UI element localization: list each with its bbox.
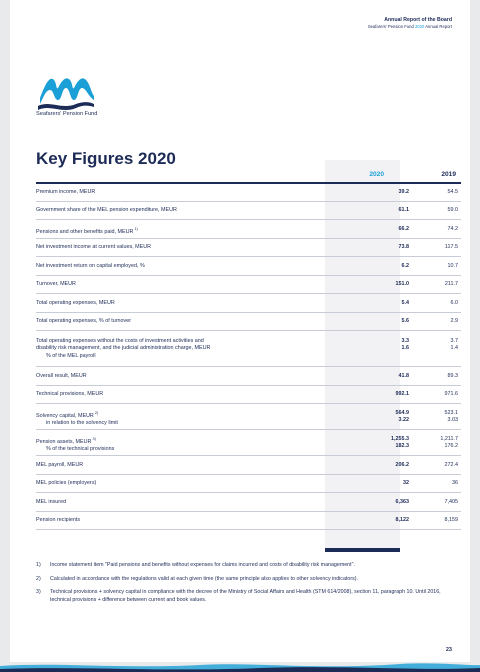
value-2020 bbox=[396, 281, 410, 289]
value-2019 bbox=[440, 436, 458, 451]
key-figures-table bbox=[36, 183, 461, 530]
table-row bbox=[36, 430, 461, 456]
value-2019 bbox=[448, 263, 459, 271]
value-2020-line: 564.9 bbox=[395, 409, 409, 416]
header-title: Annual Report of the Board bbox=[384, 17, 452, 23]
value-2019-line: 211.7 bbox=[444, 281, 458, 287]
row-label-line: Net investment income at current values, MEUR bbox=[36, 244, 152, 250]
value-2020 bbox=[391, 436, 409, 451]
table-row bbox=[36, 512, 461, 531]
wave-m-logo-icon bbox=[36, 70, 96, 114]
header-subtitle-prefix: Seafarers' Pension Fund bbox=[367, 24, 414, 29]
value-2019 bbox=[452, 480, 458, 488]
value-2019 bbox=[445, 462, 459, 470]
value-2020-line: 8,122 bbox=[395, 517, 409, 523]
row-label bbox=[36, 391, 103, 399]
value-2020-line: 5.4 bbox=[401, 299, 409, 306]
value-2020 bbox=[399, 226, 410, 234]
value-2019 bbox=[448, 226, 459, 234]
row-label-line: Pensions and other benefits paid, MEUR $^{1)}$ bbox=[36, 226, 138, 235]
value-2019-line: 74.2 bbox=[447, 225, 458, 232]
value-2020 bbox=[399, 244, 410, 252]
value-2020-line: 3.22 bbox=[398, 417, 409, 423]
table-row bbox=[36, 220, 461, 239]
footnotes bbox=[36, 562, 461, 610]
header-subtitle-year: 2020 bbox=[414, 24, 425, 29]
table-row bbox=[36, 456, 461, 475]
row-label-line: % of the technical provisions bbox=[46, 445, 115, 452]
table-row bbox=[36, 183, 461, 202]
value-2020-line: 66.2 bbox=[398, 225, 409, 232]
value-2019 bbox=[448, 373, 459, 381]
value-2020-line: 32 bbox=[403, 480, 409, 486]
row-label bbox=[36, 226, 138, 236]
value-2019-line: 89.3 bbox=[447, 372, 458, 379]
value-2020 bbox=[399, 189, 410, 197]
value-2020-line: 73.8 bbox=[398, 244, 409, 250]
value-2020-line: 6.2 bbox=[401, 262, 409, 269]
row-label-line: Pension recipients bbox=[36, 517, 81, 523]
value-2020-line: 61.1 bbox=[398, 207, 409, 213]
table-row bbox=[36, 239, 461, 258]
row-label bbox=[36, 300, 115, 308]
table-row bbox=[36, 276, 461, 295]
value-2020 bbox=[402, 338, 410, 353]
footnote-number: 3) bbox=[36, 589, 41, 595]
value-2019-line: 59.0 bbox=[447, 207, 458, 213]
value-2019-line: 1.4 bbox=[450, 345, 458, 352]
table-row bbox=[36, 313, 461, 332]
value-2020 bbox=[396, 462, 410, 470]
table-row bbox=[36, 331, 461, 367]
value-2019-line: 8,159 bbox=[444, 517, 458, 523]
value-2019-line: 3.03 bbox=[447, 417, 458, 423]
row-label bbox=[36, 436, 114, 454]
row-label-line: disability risk management, and the judicial administration charge, MEUR bbox=[36, 345, 211, 352]
footnote-number: 1) bbox=[36, 562, 41, 568]
value-2019 bbox=[445, 499, 459, 507]
table-row bbox=[36, 294, 461, 313]
value-2020 bbox=[402, 300, 410, 308]
value-2020 bbox=[396, 499, 410, 507]
value-2019 bbox=[451, 338, 459, 353]
footnote-text: Calculated in accordance with the regulations valid at each given time (the same principle also applies to other solvency indicators). bbox=[50, 575, 358, 582]
row-label bbox=[36, 244, 151, 252]
row-label-line: Solvency capital, MEUR $^{2)}$ bbox=[36, 410, 99, 419]
value-2019 bbox=[445, 517, 459, 525]
footnote-text: Income statement item "Paid pensions and benefits without expenses for claims incurred and costs of disability risk management". bbox=[50, 562, 355, 568]
row-label bbox=[36, 263, 145, 271]
row-label-line: Government share of the MEL pension expenditure, MEUR bbox=[36, 207, 177, 213]
value-2020 bbox=[396, 391, 410, 399]
value-2020-line: 3.3 bbox=[401, 337, 409, 344]
row-label-line: Premium income, MEUR bbox=[36, 188, 96, 195]
value-2019-line: 2.9 bbox=[450, 318, 458, 324]
value-2019-line: 117.5 bbox=[444, 244, 458, 250]
row-label-line: MEL policies (employers) bbox=[36, 480, 97, 486]
value-2020-line: 992.1 bbox=[395, 391, 409, 397]
row-label-line: % of the MEL payroll bbox=[46, 352, 96, 359]
footnote bbox=[36, 576, 461, 584]
value-2020-line: 41.8 bbox=[398, 372, 409, 379]
table-row bbox=[36, 202, 461, 221]
row-label-line: MEL insured bbox=[36, 498, 67, 505]
value-2019 bbox=[451, 318, 459, 326]
row-label-line: Net investment return on capital employed, % bbox=[36, 262, 145, 269]
value-2019 bbox=[451, 300, 459, 308]
report-page bbox=[10, 0, 470, 662]
value-2019-line: 6.0 bbox=[450, 299, 458, 306]
page-title: Key Figures 2020 bbox=[36, 149, 176, 168]
footnote-text: Technical provisions + solvency capital in compliance with the decree of the Ministry of Social Affairs and Health (STM 614/2008), section 11, paragraph 10. Until 2016, technical provisions + difference between current and book values. bbox=[50, 589, 441, 603]
value-2019 bbox=[448, 207, 459, 215]
value-2020 bbox=[396, 410, 410, 425]
value-2019 bbox=[445, 244, 458, 252]
value-2019-line: 54.5 bbox=[447, 188, 458, 195]
footnote-number: 2) bbox=[36, 575, 41, 582]
running-header bbox=[368, 17, 452, 29]
row-label-line: Overall result, MEUR bbox=[36, 372, 87, 379]
value-2020-line: 1.6 bbox=[401, 345, 409, 352]
value-2019 bbox=[445, 410, 459, 425]
value-2020-line: 39.2 bbox=[398, 188, 409, 195]
table-row bbox=[36, 475, 461, 494]
header-subtitle bbox=[368, 24, 452, 29]
row-label-line: Pension assets, MEUR $^{3)}$ bbox=[36, 436, 96, 445]
row-label bbox=[36, 281, 76, 289]
row-label bbox=[36, 462, 83, 470]
value-2020 bbox=[399, 373, 410, 381]
value-2020-line: 151.0 bbox=[395, 281, 409, 287]
row-label bbox=[36, 338, 210, 361]
value-2019-line: 7,405 bbox=[444, 498, 458, 505]
value-2020 bbox=[402, 263, 410, 271]
row-label-line: Total operating expenses without the costs of investment activities and bbox=[36, 337, 204, 344]
value-2020 bbox=[399, 207, 410, 215]
value-2020-line: 6,363 bbox=[395, 498, 409, 505]
row-label bbox=[36, 373, 87, 381]
row-label-line: in relation to the solvency limit bbox=[46, 419, 118, 426]
footnote bbox=[36, 562, 461, 570]
value-2020-line: 1,255.3 bbox=[391, 435, 409, 442]
row-label bbox=[36, 189, 95, 197]
row-label-line: Technical provisions, MEUR bbox=[36, 391, 104, 397]
value-2020-line: 5.6 bbox=[401, 318, 409, 324]
value-2020 bbox=[403, 480, 409, 488]
value-2019-line: 10.7 bbox=[447, 262, 458, 269]
value-2019 bbox=[445, 391, 459, 399]
row-label-line: Turnover, MEUR bbox=[36, 281, 76, 287]
page-number: 23 bbox=[445, 647, 452, 653]
row-label bbox=[36, 480, 96, 488]
row-label-line: Total operating expenses, MEUR bbox=[36, 299, 115, 306]
value-2019 bbox=[448, 189, 459, 197]
row-label bbox=[36, 499, 66, 507]
footer-wave-decoration bbox=[0, 660, 480, 672]
value-2020 bbox=[402, 318, 410, 326]
value-2019-line: 1,211.7 bbox=[440, 435, 458, 442]
value-2019-line: 523.1 bbox=[444, 409, 458, 416]
table-row bbox=[36, 257, 461, 276]
value-2019 bbox=[445, 281, 458, 289]
value-2019-line: 971.6 bbox=[444, 391, 458, 397]
value-2020-line: 206.2 bbox=[395, 461, 409, 468]
value-2019-line: 36 bbox=[452, 480, 458, 486]
table-row bbox=[36, 404, 461, 430]
table-row bbox=[36, 493, 461, 512]
row-label bbox=[36, 207, 177, 215]
footnote-ref: 1) bbox=[133, 226, 138, 231]
row-label bbox=[36, 517, 80, 525]
column-band-bottom-bar bbox=[325, 548, 400, 552]
row-label-line: Total operating expenses, % of turnover bbox=[36, 318, 131, 324]
footnote bbox=[36, 589, 461, 604]
row-label-line: MEL payroll, MEUR bbox=[36, 461, 84, 468]
footnote-ref: 3) bbox=[91, 436, 96, 441]
logo-wordmark: Seafarers' Pension Fund bbox=[36, 111, 98, 117]
row-label bbox=[36, 318, 131, 326]
footnote-ref: 2) bbox=[93, 410, 99, 415]
row-label bbox=[36, 410, 118, 428]
table-row bbox=[36, 367, 461, 386]
table-row bbox=[36, 386, 461, 405]
header-subtitle-suffix: Annual Report bbox=[425, 24, 452, 29]
value-2019-line: 3.7 bbox=[450, 337, 458, 344]
value-2020-line: 182.3 bbox=[395, 443, 409, 449]
column-header-2020: 2020 bbox=[369, 171, 384, 178]
value-2019-line: 176.2 bbox=[444, 443, 458, 449]
value-2019-line: 272.4 bbox=[444, 461, 458, 468]
value-2020 bbox=[396, 517, 410, 525]
column-header-2019: 2019 bbox=[441, 171, 456, 178]
